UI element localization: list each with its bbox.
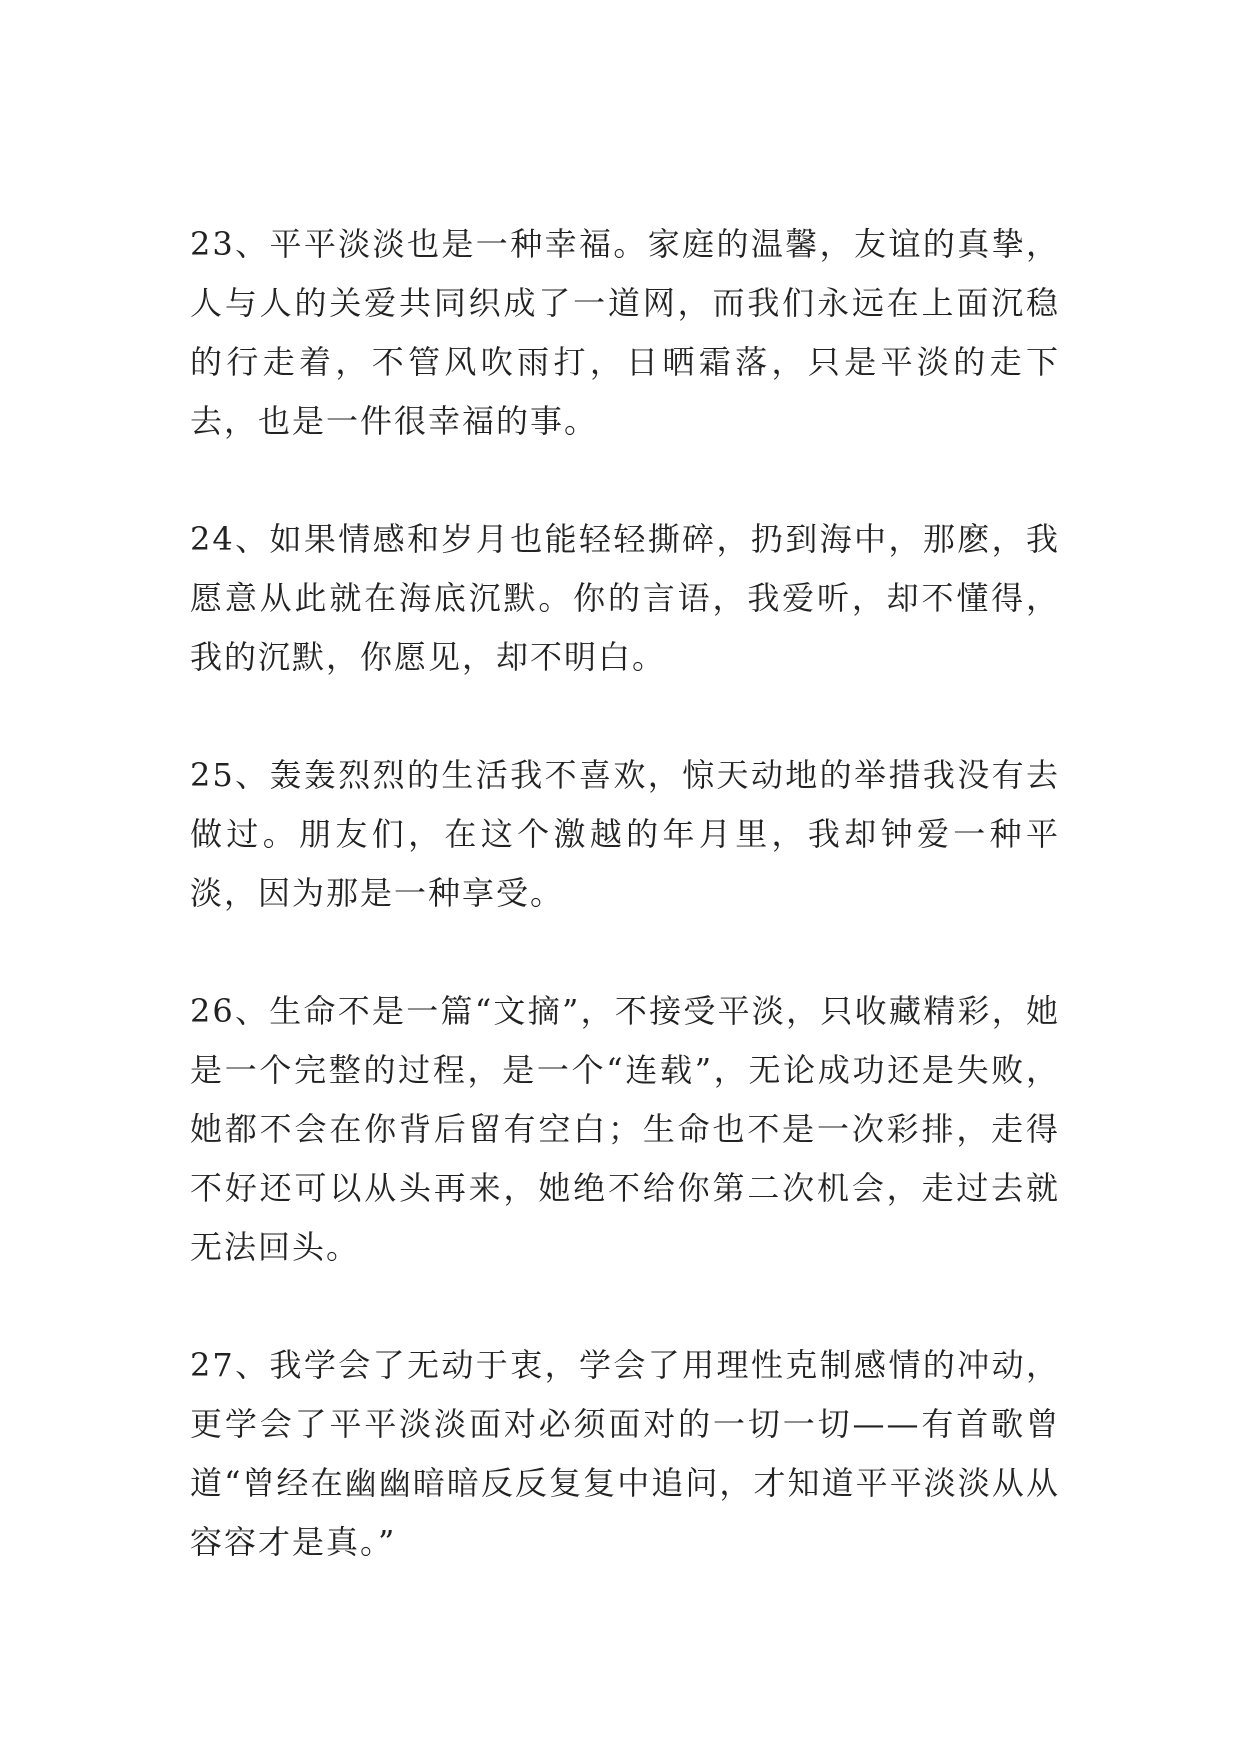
paragraph-24: 24、如果情感和岁月也能轻轻撕碎，扔到海中，那麽，我愿意从此就在海底沉默。你的言语，我爱听，却不懂得，我的沉默，你愿见，却不明白。	[190, 520, 1060, 676]
paragraph-25: 25、轰轰烈烈的生活我不喜欢，惊天动地的举措我没有去做过。朋友们，在这个激越的年月里，我却钟爱一种平淡，因为那是一种享受。	[190, 756, 1060, 912]
paragraph-26: 26、生命不是一篇“文摘”，不接受平淡，只收藏精彩，她是一个完整的过程，是一个“连载”，无论成功还是失败，她都不会在你背后留有空白；生命也不是一次彩排，走得不好还可以从头再来，她绝不给你第二次机会，走过去就无法回头。	[190, 992, 1060, 1266]
paragraph-27: 27、我学会了无动于衷，学会了用理性克制感情的冲动，更学会了平平淡淡面对必须面对的一切一切——有首歌曾道“曾经在幽幽暗暗反反复复中追问，才知道平平淡淡从从容容才是真。”	[190, 1346, 1060, 1561]
document-body	[190, 215, 1060, 1572]
paragraph-23: 23、平平淡淡也是一种幸福。家庭的温馨，友谊的真挚，人与人的关爱共同织成了一道网，而我们永远在上面沉稳的行走着，不管风吹雨打，日晒霜落，只是平淡的走下去，也是一件很幸福的事。	[190, 225, 1060, 440]
